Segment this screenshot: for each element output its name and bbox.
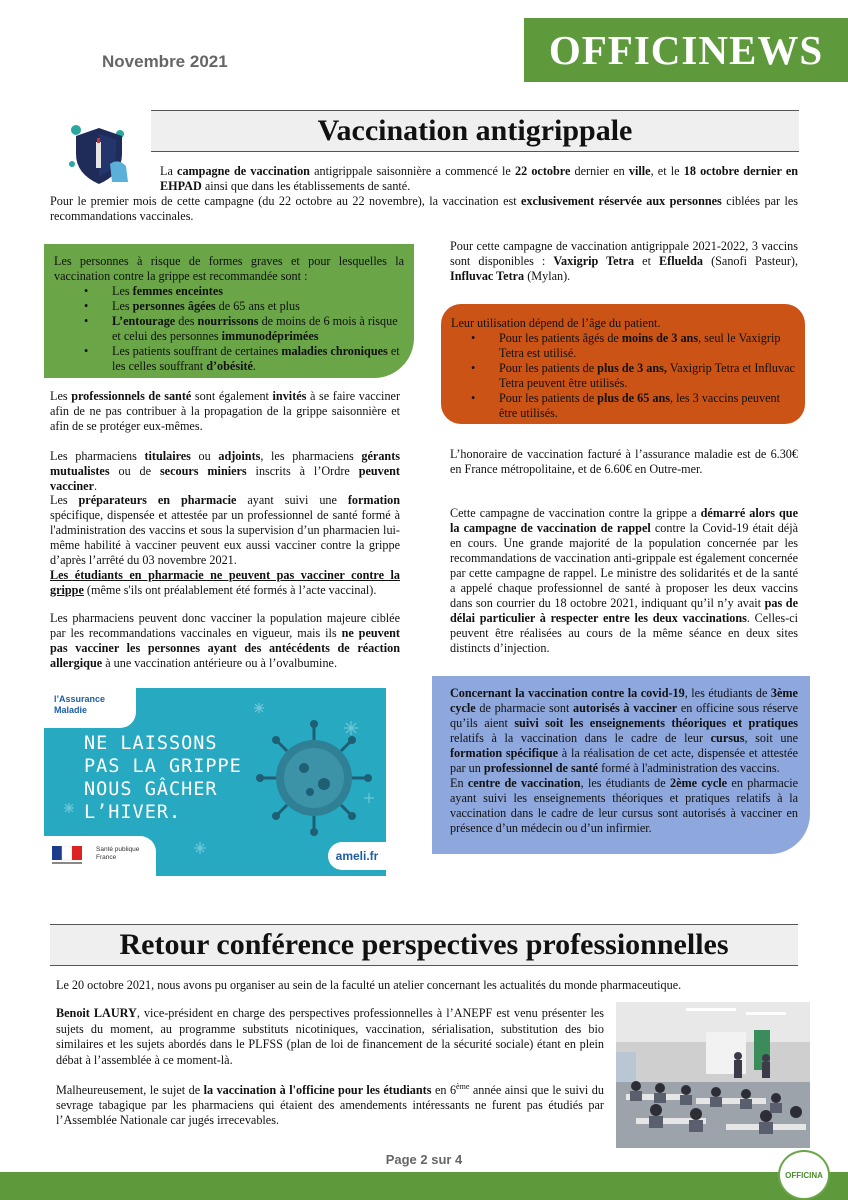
allergy-paragraph: Les pharmaciens peuvent donc vacciner la population majeure ciblée par les recommandations vaccinales en vigueur, mais ils ne peuvent pas vacciner les personnes ayant des antécédents de réaction allergique à une vaccination antérieure ou à l’ovalbumine.	[50, 611, 400, 670]
covid-paragraph-2: En centre de vaccination, les étudiants de 2ème cycle en pharmacie ayant suivi les enseignements théoriques et pratiques relatifs à la vaccination dans le cadre de leur cursus sont autorisés à vacciner en présence d’un médecin ou d’un infirmier.	[450, 776, 798, 835]
speaker-paragraph: Benoit LAURY, vice-président en charge des perspectives professionnelles à l’ANEPF est venu présenter les sujets du moment, au programme substituts nicotiniques, vaccination, sérialisation, substitution des bio similaires et les sujets abordés dans le PLFSS (plan de loi de financement de la sécurité sociale) étant en plein débat à l’assemblée à ce moment-là.	[56, 1006, 604, 1067]
conference-intro: Le 20 octobre 2021, nous avons pu organiser au sein de la faculté un atelier concernant les actualités du monde pharmaceutique.	[56, 978, 682, 992]
covid-booster-paragraph: Cette campagne de vaccination contre la grippe a démarré alors que la campagne de vaccination de rappel contre la Covid-19 était déjà en cours. Une grande majorité de la population concernée par les recommandations de vaccination anti-grippale est également concernée par cette campagne de rappel. Le ministre des solidarités et de la santé a appelé chaque professionnel de santé à proposer les deux vaccins dans son courrier du 18 octobre 2021, indiquant qu’il n’y avait pas de délai particulier à respecter entre les deux vaccinations. Celles-ci peuvent être réalisées au cours de la même séance en deux sites distincts d’injection.	[450, 506, 798, 655]
officina-logo: OFFICINA	[778, 1150, 830, 1200]
section-title-vaccination: Vaccination antigrippale	[151, 110, 799, 152]
list-item: • Les patients souffrant de certaines maladies chroniques et les celles souffrant d’obésité.	[84, 344, 404, 374]
section-title-conference: Retour conférence perspectives professionnelles	[50, 924, 798, 966]
footer-bar	[0, 1172, 848, 1200]
risk-groups-list	[84, 284, 404, 374]
risk-groups-box	[44, 244, 414, 378]
government-logos	[44, 836, 156, 876]
intro-paragraph-2: Pour le premier mois de cette campagne (du 22 octobre au 22 novembre), la vaccination est exclusivement réservée aux personnes ciblées par les recommandations vaccinales.	[50, 194, 798, 223]
fee-paragraph: L’honoraire de vaccination facturé à l’assurance maladie est de 6.30€ en France métropolitaine, et de 6.60€ en Outre-mer.	[450, 447, 798, 476]
assurance-maladie-logo: l’Assurance Maladie	[44, 688, 136, 728]
health-professionals-paragraph: Les professionnels de santé sont également invités à se faire vacciner afin de ne pas contribuer à la propagation de la grippe saisonnière et afin de se protéger eux-mêmes.	[50, 389, 401, 433]
pharmacists-paragraph: Les pharmaciens titulaires ou adjoints, les pharmaciens gérants mutualistes ou de secours miniers inscrits à l’Ordre peuvent vacciner.	[50, 449, 401, 493]
age-usage-box	[441, 304, 805, 424]
list-item: • Pour les patients âgés de moins de 3 ans, seul le Vaxigrip Tetra est utilisé.	[471, 331, 795, 361]
republique-francaise-logo-icon	[52, 846, 82, 866]
risk-groups-lead: Les personnes à risque de formes graves et pour lesquelles la vaccination contre la grippe est recommandée sont :	[54, 254, 404, 283]
list-item: • L’entourage des nourrissons de moins de 6 mois à risque et celui des personnes immunodéprimées	[84, 314, 404, 344]
vaccines-available-paragraph: Pour cette campagne de vaccination antigrippale 2021-2022, 3 vaccins sont disponibles : Vaxigrip Tetra et Efluelda (Sanofi Pasteur), Influvac Tetra (Mylan).	[450, 239, 798, 283]
preparateurs-paragraph: Les préparateurs en pharmacie ayant suivi une formation spécifique, dispensée et attestée par un professionnel de santé formé à l'administration des vaccins et sous la supervision d’un pharmacien lui-même habilité à vacciner peuvent eux aussi vacciner contre la grippe d’après l’arrêté du 03 novembre 2021.	[50, 493, 400, 567]
list-item: • Les femmes enceintes	[84, 284, 404, 299]
covid-paragraph-1: Concernant la vaccination contre la covid-19, les étudiants de 3ème cycle de pharmacie sont autorisés à vacciner en officine sous réserve qu’ils aient suivi soit les enseignements théoriques et pratiques relatifs à la vaccination dans le cadre de leur cursus, soit une formation spécifique à la réalisation de cet acte, dispensée et attestée par un professionnel de santé formé à l'administration des vaccins.	[450, 686, 798, 775]
age-usage-list	[471, 331, 795, 421]
amendments-paragraph: Malheureusement, le sujet de la vaccination à l'officine pour les étudiants en 6ème année ainsi que le suivi du sevrage tabagique par les pharmaciens qui étaient des amendements intéressants ne furent pas étudiés par l’Assemblée Nationale car jugés irrecevables.	[56, 1081, 604, 1127]
newsletter-brand: OFFICINEWS	[524, 18, 848, 82]
conference-photo	[616, 1002, 810, 1148]
vaccine-shield-icon	[66, 124, 132, 186]
intro-paragraph: La campagne de vaccination antigrippale saisonnière a commencé le 22 octobre dernier en ville, et le 18 octobre dernier en EHPAD ainsi que dans les établissements de santé.	[160, 164, 799, 193]
age-usage-lead: Leur utilisation dépend de l’âge du patient.	[451, 316, 661, 330]
sante-publique-logo: Santé publique France	[96, 846, 140, 861]
list-item: • Pour les patients de plus de 3 ans, Vaxigrip Tetra et Influvac Tetra peuvent être utilisés.	[471, 361, 795, 391]
list-item: • Pour les patients de plus de 65 ans, les 3 vaccins peuvent être utilisés.	[471, 391, 795, 421]
poster-tagline: NE LAISSONS PAS LA GRIPPE NOUS GÂCHER L’HIVER.	[84, 733, 242, 823]
students-paragraph: Les étudiants en pharmacie ne peuvent pas vacciner contre la grippe (même s'ils ont préalablement été formés à l’acte vaccinal).	[50, 568, 400, 597]
ameli-logo: ameli.fr	[328, 842, 386, 870]
list-item: • Les personnes âgées de 65 ans et plus	[84, 299, 404, 314]
flu-campaign-poster	[44, 688, 386, 876]
issue-date: Novembre 2021	[102, 52, 228, 71]
page-number: Page 2 sur 4	[385, 1152, 463, 1167]
covid-vaccination-box	[432, 676, 810, 854]
